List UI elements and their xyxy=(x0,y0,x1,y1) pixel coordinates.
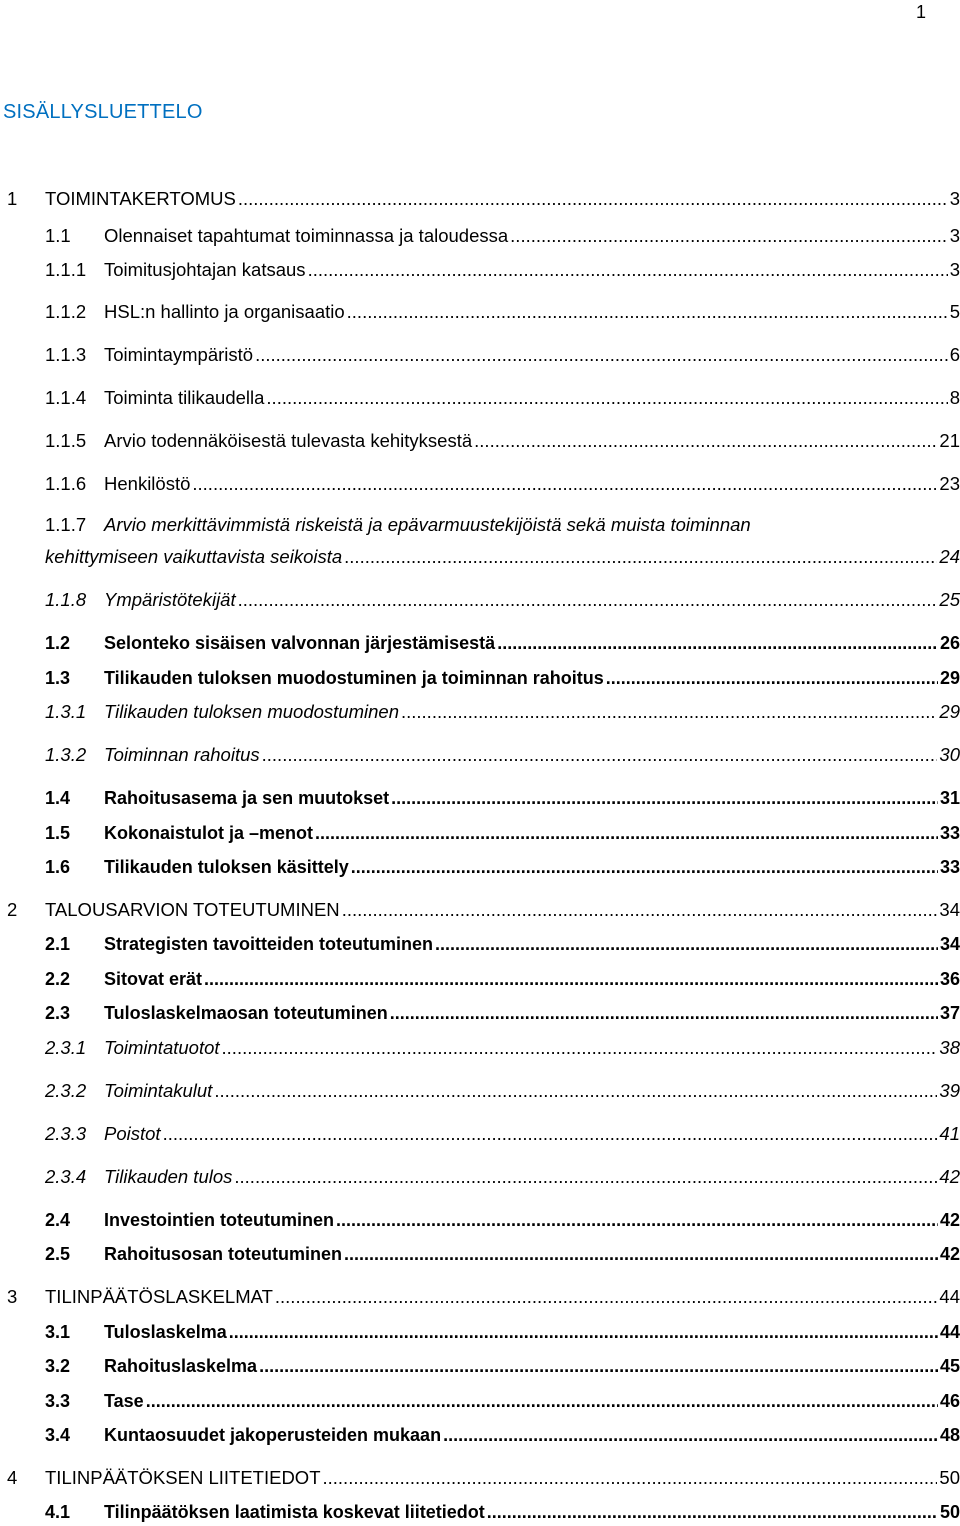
dot-leader xyxy=(347,301,948,323)
entry-title: Olennaiset tapahtumat toiminnassa ja taloudessa xyxy=(104,225,509,246)
toc-entry-2-3-4[interactable] xyxy=(45,1166,960,1188)
toc-entry-3-2[interactable] xyxy=(45,1355,960,1377)
entry-title: Kuntaosuudet jakoperusteiden mukaan xyxy=(104,1425,442,1445)
entry-page: 30 xyxy=(939,744,960,765)
entry-page: 36 xyxy=(939,969,960,989)
entry-title: Sitovat erät xyxy=(104,969,203,989)
entry-number: 1.3.1 xyxy=(45,701,87,722)
toc-entry-2-5[interactable] xyxy=(45,1243,960,1265)
entry-number: 1.6 xyxy=(45,857,71,877)
entry-page: 21 xyxy=(939,430,960,451)
dot-leader xyxy=(238,589,938,611)
toc-entry-3-1[interactable] xyxy=(45,1321,960,1343)
entry-number: 3.3 xyxy=(45,1391,71,1411)
toc-entry-2-3-2[interactable] xyxy=(45,1080,960,1102)
entry-page: 41 xyxy=(939,1123,960,1144)
entry-title: TILINPÄÄTÖKSEN LIITETIEDOT xyxy=(45,1467,321,1488)
dot-leader xyxy=(510,225,948,247)
toc-entry-2-1[interactable] xyxy=(45,933,960,955)
entry-title: Toiminnan rahoitus xyxy=(104,744,260,765)
entry-title: Rahoitusasema ja sen muutokset xyxy=(104,788,390,808)
entry-number: 1.1.5 xyxy=(45,430,87,451)
dot-leader xyxy=(342,899,938,921)
toc-entry-4-1[interactable] xyxy=(45,1501,960,1523)
entry-title: Strategisten tavoitteiden toteutuminen xyxy=(104,934,434,954)
entry-number: 1.1.8 xyxy=(45,589,87,610)
entry-title: Ympäristötekijät xyxy=(104,589,236,610)
dot-leader xyxy=(390,1002,938,1024)
dot-leader xyxy=(238,188,948,210)
dot-leader xyxy=(435,933,938,955)
entry-title: Investointien toteutuminen xyxy=(104,1210,335,1230)
dot-leader xyxy=(344,1243,938,1265)
entry-page: 44 xyxy=(939,1322,960,1342)
entry-number: 2.5 xyxy=(45,1244,71,1264)
entry-title: TOIMINTAKERTOMUS xyxy=(45,188,236,209)
toc-entry-1[interactable] xyxy=(7,188,960,210)
entry-page: 6 xyxy=(949,344,960,365)
entry-page: 34 xyxy=(939,899,960,920)
toc-entry-1-1-8[interactable] xyxy=(45,589,960,611)
entry-number: 2.3.2 xyxy=(45,1080,87,1101)
toc-entry-3[interactable] xyxy=(7,1286,960,1308)
entry-page: 8 xyxy=(949,387,960,408)
entry-page: 5 xyxy=(949,301,960,322)
entry-number: 1.1.1 xyxy=(45,259,87,280)
entry-number: 1.1.2 xyxy=(45,301,87,322)
toc-entry-1-6[interactable] xyxy=(45,856,960,878)
dot-leader xyxy=(497,632,938,654)
entry-page: 50 xyxy=(939,1502,960,1522)
toc-entry-1-2[interactable] xyxy=(45,632,960,654)
toc-entry-2-3[interactable] xyxy=(45,1002,960,1024)
dot-leader xyxy=(606,667,938,689)
entry-title: Rahoituslaskelma xyxy=(104,1356,258,1376)
toc-entry-2-4[interactable] xyxy=(45,1209,960,1231)
entry-page: 45 xyxy=(939,1356,960,1376)
entry-title: Henkilöstö xyxy=(104,473,191,494)
toc-entry-3-3[interactable] xyxy=(45,1390,960,1412)
entry-number: 1.4 xyxy=(45,788,71,808)
entry-title: Arvio todennäköisestä tulevasta kehityksestä xyxy=(104,430,473,451)
entry-title: Tilikauden tuloksen käsittely xyxy=(104,857,349,877)
toc-entry-1-3-1[interactable] xyxy=(45,701,960,723)
entry-title: TALOUSARVION TOTEUTUMINEN xyxy=(45,899,340,920)
entry-title: Tuloslaskelma xyxy=(104,1322,227,1342)
entry-number: 3.1 xyxy=(45,1322,71,1342)
entry-page: 46 xyxy=(939,1391,960,1411)
toc-entry-1-5[interactable] xyxy=(45,822,960,844)
entry-number: 2.2 xyxy=(45,969,71,989)
dot-leader xyxy=(275,1286,938,1308)
entry-page: 42 xyxy=(939,1244,960,1264)
dot-leader xyxy=(344,546,937,568)
entry-page: 31 xyxy=(939,788,960,808)
dot-leader xyxy=(262,744,938,766)
toc-entry-1-1-7-line1[interactable] xyxy=(45,514,960,536)
entry-number: 1.1.6 xyxy=(45,473,87,494)
toc-entry-2-2[interactable] xyxy=(45,968,960,990)
entry-title: Poistot xyxy=(104,1123,161,1144)
entry-title: Toiminta tilikaudella xyxy=(104,387,265,408)
entry-number: 2 xyxy=(7,899,18,920)
entry-title: Arvio merkittävimmistä riskeistä ja epävarmuustekijöistä sekä muista toiminnan xyxy=(104,514,751,535)
toc-entry-1-1-2[interactable] xyxy=(45,301,960,323)
entry-title: Tilikauden tuloksen muodostuminen ja toiminnan rahoitus xyxy=(104,668,604,688)
toc-entry-3-4[interactable] xyxy=(45,1424,960,1446)
entry-number: 1.5 xyxy=(45,823,71,843)
entry-title: HSL:n hallinto ja organisaatio xyxy=(104,301,345,322)
dot-leader xyxy=(214,1080,937,1102)
entry-page: 39 xyxy=(939,1080,960,1101)
entry-title: Tuloslaskelmaosan toteutuminen xyxy=(104,1003,388,1023)
entry-page: 33 xyxy=(939,857,960,877)
toc-entry-1-1[interactable] xyxy=(45,225,960,247)
dot-leader xyxy=(146,1390,938,1412)
toc-entry-1-1-6[interactable] xyxy=(45,473,960,495)
entry-page: 42 xyxy=(939,1210,960,1230)
dot-leader xyxy=(163,1123,938,1145)
dot-leader xyxy=(204,968,938,990)
toc-entry-2-3-3[interactable] xyxy=(45,1123,960,1145)
toc-entry-1-3[interactable] xyxy=(45,667,960,689)
toc-entry-1-1-1[interactable] xyxy=(45,259,960,281)
entry-number: 2.4 xyxy=(45,1210,71,1230)
entry-number: 3 xyxy=(7,1286,18,1307)
toc-title: SISÄLLYSLUETTELO xyxy=(3,101,203,123)
entry-page: 34 xyxy=(939,934,960,954)
entry-title: Toimintaympäristö xyxy=(104,344,254,365)
entry-page: 25 xyxy=(939,589,960,610)
toc-entry-2-3-1[interactable] xyxy=(45,1037,960,1059)
dot-leader xyxy=(255,344,948,366)
entry-number: 2.3 xyxy=(45,1003,71,1023)
entry-title: Toimintakulut xyxy=(104,1080,213,1101)
entry-page: 48 xyxy=(939,1425,960,1445)
entry-page: 37 xyxy=(939,1003,960,1023)
toc-entry-1-1-3[interactable] xyxy=(45,344,960,366)
entry-page: 26 xyxy=(939,633,960,653)
dot-leader xyxy=(487,1501,938,1523)
entry-page: 38 xyxy=(939,1037,960,1058)
entry-number: 1.2 xyxy=(45,633,71,653)
dot-leader xyxy=(266,387,947,409)
dot-leader xyxy=(443,1424,938,1446)
entry-title: Toimintatuotot xyxy=(104,1037,220,1058)
entry-page: 3 xyxy=(949,259,960,280)
entry-title-line2: kehittymiseen vaikuttavista seikoista xyxy=(45,546,343,567)
toc-entry-1-3-2[interactable] xyxy=(45,744,960,766)
entry-number: 1.3 xyxy=(45,668,71,688)
entry-page: 50 xyxy=(939,1467,960,1488)
entry-title: TILINPÄÄTÖSLASKELMAT xyxy=(45,1286,273,1307)
dot-leader xyxy=(192,473,937,495)
entry-title: Toimitusjohtajan katsaus xyxy=(104,259,306,280)
dot-leader xyxy=(308,259,948,281)
entry-number: 2.3.3 xyxy=(45,1123,87,1144)
toc-entry-1-4[interactable] xyxy=(45,787,960,809)
entry-page: 3 xyxy=(949,188,960,209)
dot-leader xyxy=(401,701,937,723)
dot-leader xyxy=(315,822,938,844)
toc-entry-1-1-5[interactable] xyxy=(45,430,960,452)
entry-number: 1.1 xyxy=(45,225,71,246)
toc-entry-2[interactable] xyxy=(7,899,960,921)
toc-entry-4[interactable] xyxy=(7,1467,960,1489)
dot-leader xyxy=(229,1321,938,1343)
dot-leader xyxy=(222,1037,938,1059)
entry-page: 29 xyxy=(939,701,960,722)
entry-number: 1.1.4 xyxy=(45,387,87,408)
dot-leader xyxy=(474,430,937,452)
entry-number: 2.3.1 xyxy=(45,1037,87,1058)
entry-number: 3.2 xyxy=(45,1356,71,1376)
entry-number: 2.1 xyxy=(45,934,71,954)
entry-title: Rahoitusosan toteutuminen xyxy=(104,1244,342,1264)
entry-number: 3.4 xyxy=(45,1425,71,1445)
dot-leader xyxy=(391,787,938,809)
entry-page: 42 xyxy=(939,1166,960,1187)
entry-number: 1.1.7 xyxy=(45,514,87,535)
entry-title: Tase xyxy=(104,1391,144,1411)
entry-page: 24 xyxy=(939,546,960,567)
dot-leader xyxy=(323,1467,938,1489)
entry-title: Tilikauden tuloksen muodostuminen xyxy=(104,701,399,722)
entry-title: Tilinpäätöksen laatimista koskevat liitetiedot xyxy=(104,1502,485,1522)
entry-number: 2.3.4 xyxy=(45,1166,87,1187)
entry-title: Kokonaistulot ja –menot xyxy=(104,823,314,843)
entry-number: 4 xyxy=(7,1467,18,1488)
dot-leader xyxy=(336,1209,938,1231)
entry-page: 3 xyxy=(949,225,960,246)
entry-number: 4.1 xyxy=(45,1502,71,1522)
page-number: 1 xyxy=(916,2,927,22)
dot-leader xyxy=(234,1166,937,1188)
entry-page: 29 xyxy=(939,668,960,688)
entry-number: 1 xyxy=(7,188,18,209)
entry-title: Selonteko sisäisen valvonnan järjestämisestä xyxy=(104,633,496,653)
entry-title: Tilikauden tulos xyxy=(104,1166,233,1187)
dot-leader xyxy=(351,856,938,878)
entry-number: 1.3.2 xyxy=(45,744,87,765)
entry-page: 33 xyxy=(939,823,960,843)
dot-leader xyxy=(259,1355,938,1377)
entry-page: 44 xyxy=(939,1286,960,1307)
toc-entry-1-1-7-line2[interactable] xyxy=(45,546,960,568)
entry-page: 23 xyxy=(939,473,960,494)
toc-entry-1-1-4[interactable] xyxy=(45,387,960,409)
entry-number: 1.1.3 xyxy=(45,344,87,365)
